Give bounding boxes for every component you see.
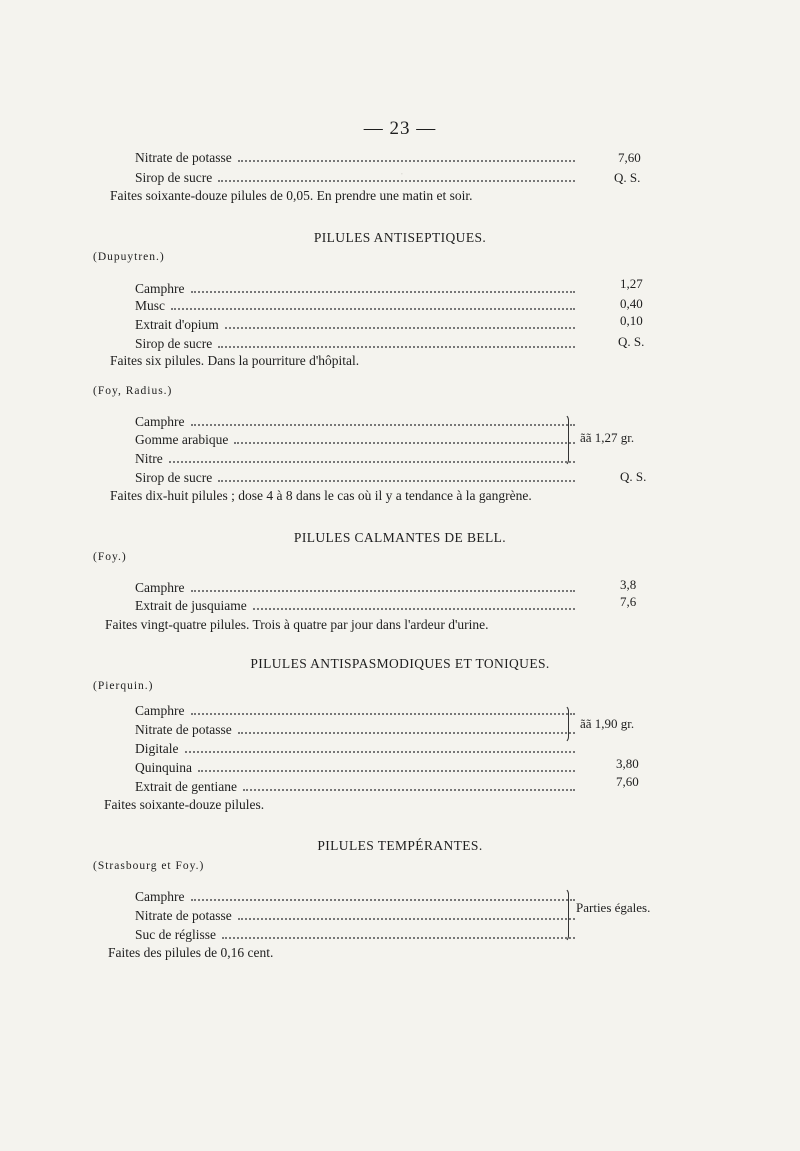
ingredient-row xyxy=(135,470,575,487)
ingredient-row xyxy=(135,927,575,944)
author-attribution: (Dupuytren.) xyxy=(93,251,165,263)
dot-leader xyxy=(222,936,575,939)
ingredient-row xyxy=(135,760,575,777)
ingredient-name: Extrait d'opium xyxy=(135,317,219,332)
dot-leader xyxy=(218,345,575,348)
ingredient-qty: 7,6 xyxy=(620,594,637,609)
instruction: Faites dix-huit pilules ; dose 4 à 8 dans le cas où il y a tendance à la gangrène. xyxy=(110,488,532,503)
ingredient-row xyxy=(135,908,575,925)
ingredient-row xyxy=(135,451,575,468)
section-heading: PILULES ANTISPASMODIQUES ET TONIQUES. xyxy=(250,656,550,671)
ingredient-name: Camphre xyxy=(135,580,185,595)
ingredient-name: Quinquina xyxy=(135,760,192,775)
brace-label: ãã 1,90 gr. xyxy=(580,716,635,731)
brace xyxy=(563,414,569,466)
ingredient-row xyxy=(135,779,575,796)
dot-leader xyxy=(191,290,576,293)
ingredient-name: Sirop de sucre xyxy=(135,470,213,485)
dot-leader xyxy=(243,788,575,791)
ingredient-row xyxy=(135,317,575,334)
brace xyxy=(563,888,569,942)
dot-leader xyxy=(218,479,575,482)
ingredient-name: Suc de réglisse xyxy=(135,927,216,942)
ingredient-qty: 7,60 xyxy=(616,774,639,789)
ingredient-row xyxy=(135,889,575,906)
dot-leader xyxy=(198,769,575,772)
dot-leader xyxy=(191,712,576,715)
dot-leader xyxy=(238,159,575,162)
ingredient-qty: Q. S. xyxy=(618,334,645,349)
ingredient-row xyxy=(135,741,575,758)
ingredient-qty: 0,10 xyxy=(620,313,643,328)
author-attribution: (Foy.) xyxy=(93,551,127,563)
dot-leader xyxy=(238,731,575,734)
dot-leader xyxy=(234,441,575,444)
ingredient-name: Nitre xyxy=(135,451,163,466)
ingredient-qty: Q. S. xyxy=(620,469,647,484)
dot-leader xyxy=(218,179,575,182)
ingredient-row xyxy=(135,170,575,187)
instruction: Faites vingt-quatre pilules. Trois à quatre par jour dans l'ardeur d'urine. xyxy=(105,617,489,632)
dot-leader xyxy=(191,898,576,901)
ingredient-row xyxy=(135,598,575,615)
ingredient-name: Digitale xyxy=(135,741,179,756)
ingredient-row xyxy=(135,414,575,431)
ingredient-name: Sirop de sucre xyxy=(135,170,213,185)
ingredient-row xyxy=(135,703,575,720)
page-number: — 23 — xyxy=(363,118,437,139)
ingredient-qty: 3,8 xyxy=(620,577,637,592)
ingredient-name: Camphre xyxy=(135,281,185,296)
ingredient-name: Camphre xyxy=(135,889,185,904)
instruction: Faites soixante-douze pilules de 0,05. En prendre une matin et soir. xyxy=(110,188,473,203)
ingredient-row xyxy=(135,281,575,298)
ingredient-name: Gomme arabique xyxy=(135,432,229,447)
author-attribution: (Strasbourg et Foy.) xyxy=(93,860,205,872)
dot-leader xyxy=(191,423,576,426)
section-heading: PILULES ANTISEPTIQUES. xyxy=(313,230,487,245)
ingredient-row xyxy=(135,336,575,353)
instruction: Faites soixante-douze pilules. xyxy=(104,797,265,812)
ingredient-name: Extrait de jusquiame xyxy=(135,598,247,613)
ingredient-name: Musc xyxy=(135,298,165,313)
dot-leader xyxy=(253,607,575,610)
show-through-text: · xyxy=(400,166,404,181)
brace-label: Parties égales. xyxy=(576,900,651,915)
ingredient-qty: 7,60 xyxy=(618,150,641,165)
dot-leader xyxy=(225,326,575,329)
ingredient-qty: Q. S. xyxy=(614,170,641,185)
ingredient-qty: 0,40 xyxy=(620,296,643,311)
ingredient-name: Sirop de sucre xyxy=(135,336,213,351)
dot-leader xyxy=(185,750,576,753)
author-attribution: (Foy, Radius.) xyxy=(93,385,173,397)
instruction: Faites six pilules. Dans la pourriture d'hôpital. xyxy=(110,353,360,368)
ingredient-name: Extrait de gentiane xyxy=(135,779,237,794)
dot-leader xyxy=(169,460,575,463)
ingredient-row xyxy=(135,298,575,315)
ingredient-name: Nitrate de potasse xyxy=(135,150,232,165)
ingredient-row xyxy=(135,150,575,167)
ingredient-name: Nitrate de potasse xyxy=(135,722,232,737)
brace-label: ãã 1,27 gr. xyxy=(580,430,635,445)
dot-leader xyxy=(238,917,575,920)
ingredient-name: Camphre xyxy=(135,703,185,718)
dot-leader xyxy=(171,307,575,310)
instruction: Faites des pilules de 0,16 cent. xyxy=(108,945,274,960)
section-heading: PILULES CALMANTES DE BELL. xyxy=(293,530,507,545)
section-heading: PILULES TEMPÉRANTES. xyxy=(317,838,483,853)
ingredient-qty: 3,80 xyxy=(616,756,639,771)
brace xyxy=(563,705,569,743)
ingredient-qty: 1,27 xyxy=(620,276,643,291)
dot-leader xyxy=(191,589,576,592)
ingredient-row xyxy=(135,580,575,597)
ingredient-row xyxy=(135,432,575,449)
ingredient-name: Nitrate de potasse xyxy=(135,908,232,923)
ingredient-row xyxy=(135,722,575,739)
ingredient-name: Camphre xyxy=(135,414,185,429)
author-attribution: (Pierquin.) xyxy=(93,680,154,692)
